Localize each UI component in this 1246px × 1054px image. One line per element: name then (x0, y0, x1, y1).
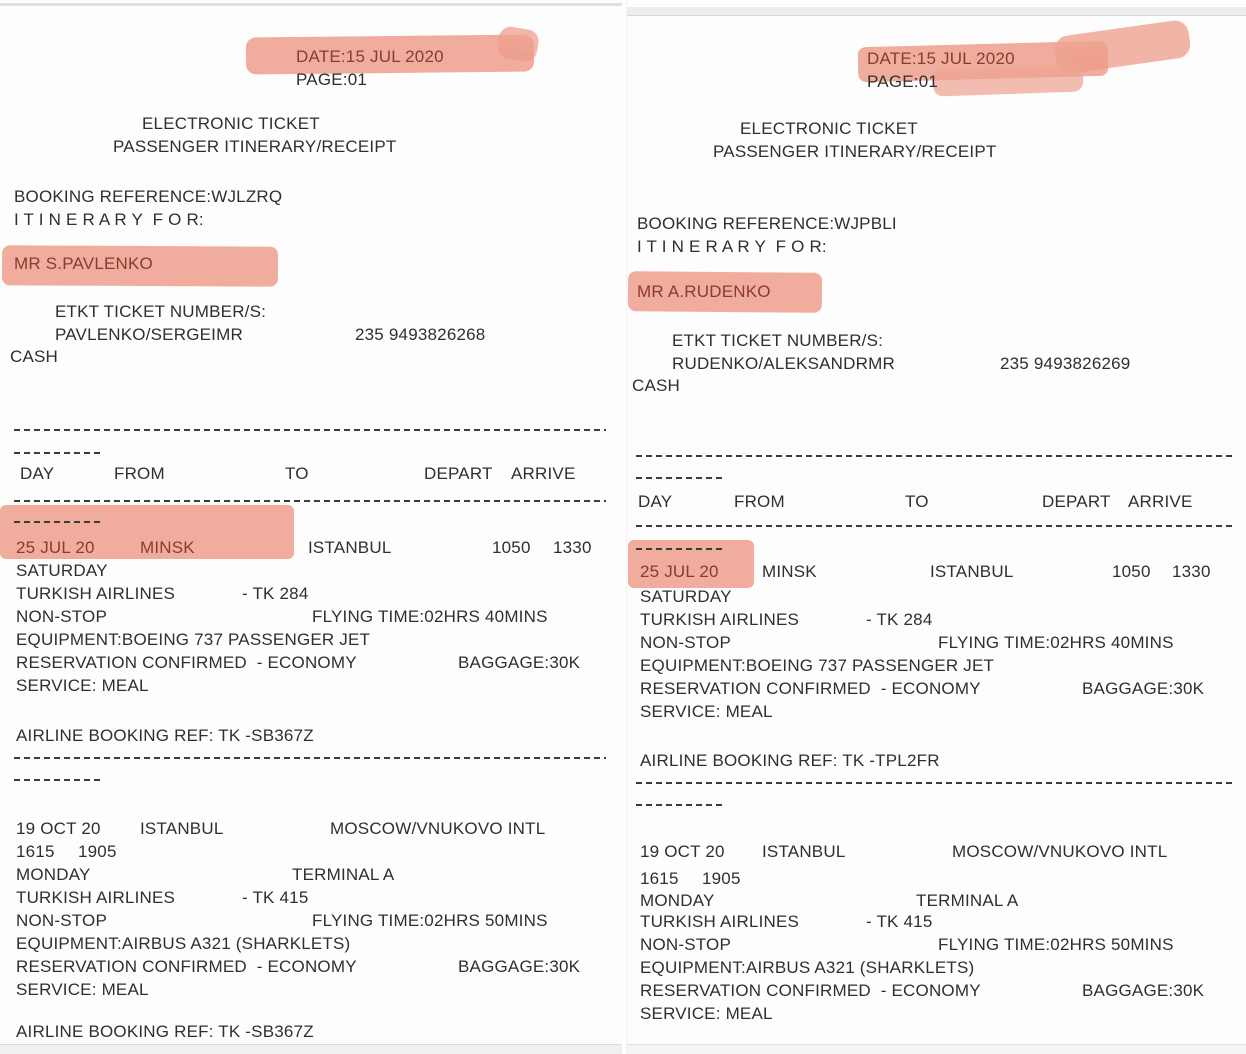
text-segment: TURKISH AIRLINES (640, 610, 800, 629)
highlighted-text: 25 JUL 20 (640, 562, 719, 581)
text-segment: CASH (632, 376, 681, 395)
text-segment: 1615 (640, 869, 679, 888)
text-segment: ISTANBUL (762, 842, 846, 861)
text-segment: DAY (20, 464, 55, 483)
dashed-separator (14, 500, 606, 502)
dashed-separator (14, 757, 606, 759)
text-segment: 19 OCT 20 (16, 819, 101, 838)
text-segment: - TK 415 (242, 888, 309, 907)
text-segment: 1050 (492, 538, 531, 557)
text-segment: TURKISH AIRLINES (16, 888, 176, 907)
text-segment: I T I N E R A R Y F O R: (637, 237, 827, 256)
text-segment: - TK 284 (242, 584, 309, 603)
text-segment: EQUIPMENT:AIRBUS A321 (SHARKLETS) (16, 934, 351, 953)
text-segment: 19 OCT 20 (640, 842, 725, 861)
text-segment: EQUIPMENT:BOEING 737 PASSENGER JET (16, 630, 371, 649)
text-segment: 1905 (78, 842, 117, 861)
text-segment: TO (285, 464, 309, 483)
text-segment: NON-STOP (16, 911, 108, 930)
text-segment: ELECTRONIC TICKET (740, 119, 918, 138)
text-segment: RESERVATION CONFIRMED - ECONOMY (640, 679, 981, 698)
text-segment: SATURDAY (16, 561, 108, 580)
text-segment: SERVICE: MEAL (16, 676, 149, 695)
text-segment: ISTANBUL (140, 819, 224, 838)
text-segment: 1330 (553, 538, 592, 557)
text-segment: ETKT TICKET NUMBER/S: (672, 331, 884, 350)
text-segment: DAY (638, 492, 673, 511)
text-segment: DEPART (1042, 492, 1111, 511)
text-segment: - TK 284 (866, 610, 933, 629)
text-segment: ISTANBUL (930, 562, 1014, 581)
dashed-separator (636, 782, 1232, 784)
dashed-separator (636, 477, 726, 479)
text-segment: FLYING TIME:02HRS 50MINS (312, 911, 548, 930)
text-segment: 235 9493826268 (355, 325, 486, 344)
text-segment: 1050 (1112, 562, 1151, 581)
text-segment: FLYING TIME:02HRS 40MINS (938, 633, 1174, 652)
text-segment: FROM (114, 464, 165, 483)
text-segment: MONDAY (640, 891, 715, 910)
text-segment: 235 9493826269 (1000, 354, 1131, 373)
highlighted-text: 25 JUL 20 (16, 538, 95, 557)
dashed-separator (636, 548, 726, 550)
text-segment: NON-STOP (640, 935, 732, 954)
text-segment: PAGE:01 (867, 72, 939, 91)
text-segment: FROM (734, 492, 785, 511)
text-segment: BAGGAGE:30K (458, 957, 581, 976)
text-segment: SERVICE: MEAL (16, 980, 149, 999)
text-segment: 1905 (702, 869, 741, 888)
text-segment: ARRIVE (511, 464, 576, 483)
text-segment: BAGGAGE:30K (1082, 679, 1205, 698)
text-segment: AIRLINE BOOKING REF: TK -SB367Z (16, 1022, 314, 1041)
text-segment: ETKT TICKET NUMBER/S: (55, 302, 267, 321)
text-segment: BAGGAGE:30K (458, 653, 581, 672)
text-segment: SERVICE: MEAL (640, 702, 773, 721)
text-segment: AIRLINE BOOKING REF: TK -TPL2FR (640, 751, 940, 770)
text-segment: TO (905, 492, 929, 511)
text-segment: SERVICE: MEAL (640, 1004, 773, 1023)
dashed-separator (636, 804, 726, 806)
text-segment: - TK 415 (866, 912, 933, 931)
text-segment: MOSCOW/VNUKOVO INTL (952, 842, 1168, 861)
text-segment: CASH (10, 347, 59, 366)
dashed-separator (14, 521, 102, 523)
text-segment: MOSCOW/VNUKOVO INTL (330, 819, 546, 838)
text-segment: RESERVATION CONFIRMED - ECONOMY (16, 957, 357, 976)
dashed-separator (636, 455, 1232, 457)
highlighted-text: DATE:15 JUL 2020 (296, 47, 444, 66)
text-segment: NON-STOP (640, 633, 732, 652)
text-segment: MONDAY (16, 865, 91, 884)
text-segment: FLYING TIME:02HRS 50MINS (938, 935, 1174, 954)
text-segment: TERMINAL A (292, 865, 395, 884)
text-segment: ARRIVE (1128, 492, 1193, 511)
text-segment: EQUIPMENT:BOEING 737 PASSENGER JET (640, 656, 995, 675)
screenshot-edge-bar (0, 3, 622, 6)
text-segment: BOOKING REFERENCE:WJPBLI (637, 214, 897, 233)
dashed-separator (636, 525, 1232, 527)
text-segment: 1615 (16, 842, 55, 861)
text-segment: MINSK (762, 562, 817, 581)
text-segment: EQUIPMENT:AIRBUS A321 (SHARKLETS) (640, 958, 975, 977)
text-segment: I T I N E R A R Y F O R: (14, 210, 204, 229)
text-segment: PAVLENKO/SERGEIMR (55, 325, 243, 344)
text-segment: NON-STOP (16, 607, 108, 626)
text-segment: PASSENGER ITINERARY/RECEIPT (113, 137, 397, 156)
panel-divider (622, 0, 627, 1053)
highlighted-text: DATE:15 JUL 2020 (867, 49, 1015, 68)
text-segment: TURKISH AIRLINES (16, 584, 176, 603)
text-segment: ISTANBUL (308, 538, 392, 557)
highlighted-text: MR S.PAVLENKO (14, 254, 153, 273)
text-segment: FLYING TIME:02HRS 40MINS (312, 607, 548, 626)
text-segment: RUDENKO/ALEKSANDRMR (672, 354, 895, 373)
dashed-separator (14, 452, 102, 454)
text-segment: PASSENGER ITINERARY/RECEIPT (713, 142, 997, 161)
dashed-separator (14, 779, 102, 781)
text-segment: BOOKING REFERENCE:WJLZRQ (14, 187, 283, 206)
text-segment: 1330 (1172, 562, 1211, 581)
text-segment: TURKISH AIRLINES (640, 912, 800, 931)
text-segment: AIRLINE BOOKING REF: TK -SB367Z (16, 726, 314, 745)
text-segment: BAGGAGE:30K (1082, 981, 1205, 1000)
screenshot-edge-bar (626, 7, 1246, 16)
highlighted-text: MINSK (140, 538, 195, 557)
text-segment: ELECTRONIC TICKET (142, 114, 320, 133)
dashed-separator (14, 429, 606, 431)
text-segment: SATURDAY (640, 587, 732, 606)
text-segment: RESERVATION CONFIRMED - ECONOMY (16, 653, 357, 672)
text-segment: RESERVATION CONFIRMED - ECONOMY (640, 981, 981, 1000)
text-segment: DEPART (424, 464, 493, 483)
text-segment: PAGE:01 (296, 70, 368, 89)
highlighted-text: MR A.RUDENKO (637, 282, 771, 301)
text-segment: TERMINAL A (916, 891, 1019, 910)
